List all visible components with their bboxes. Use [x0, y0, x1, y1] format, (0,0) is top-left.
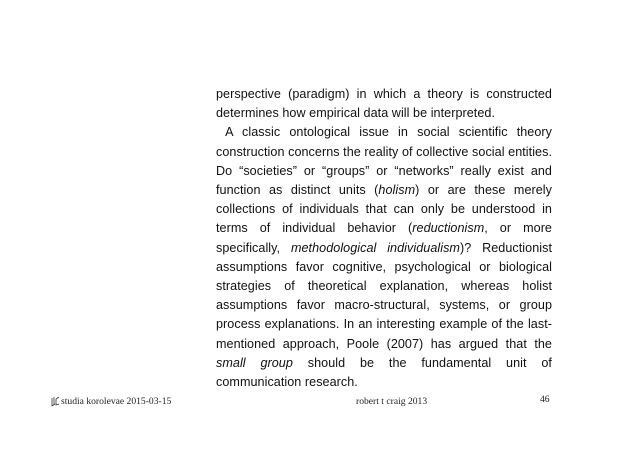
para2-text-3: , or more specifically,: [216, 221, 552, 255]
paragraph-1: perspective (paradigm) in which a theory is constructed determines how empirical data will be interpreted.: [216, 87, 552, 121]
paragraph-2: [216, 123, 552, 392]
para2-text-4: )? Reductionist assumptions favor cognitive, psychological or biological strategies of theoretical explanation, whereas holist assumptions favor macro-structural, systems, or group process explanations. In an interesting example of the last-mentioned approach, Poole (2007) has argued that the: [216, 240, 552, 351]
term-reductionism: reductionism: [412, 221, 485, 236]
term-small-group: small group: [216, 355, 293, 370]
para2-text-5: should be the fundamental unit of communication research.: [216, 355, 552, 390]
footer-left: [51, 396, 171, 407]
para2-text-1: A classic ontological issue in social scientific theory construction concerns the reality of collective social entities. Do “societies” or “groups” or “networks” really exist and function as distinct units (: [216, 125, 552, 198]
body-text: [216, 85, 552, 392]
term-holism: holism: [378, 183, 416, 198]
para2-text-2: ) or are these merely collections of individuals that can only be understood in terms of individual behavior (: [216, 183, 552, 236]
term-methodological-individualism: methodological individualism: [290, 240, 460, 255]
footer-center: robert t craig 2013: [356, 396, 428, 407]
page-number: 46: [540, 394, 550, 405]
pen-mark-icon: [51, 396, 60, 407]
footer-left-text: studia korolevae 2015-03-15: [61, 396, 172, 407]
